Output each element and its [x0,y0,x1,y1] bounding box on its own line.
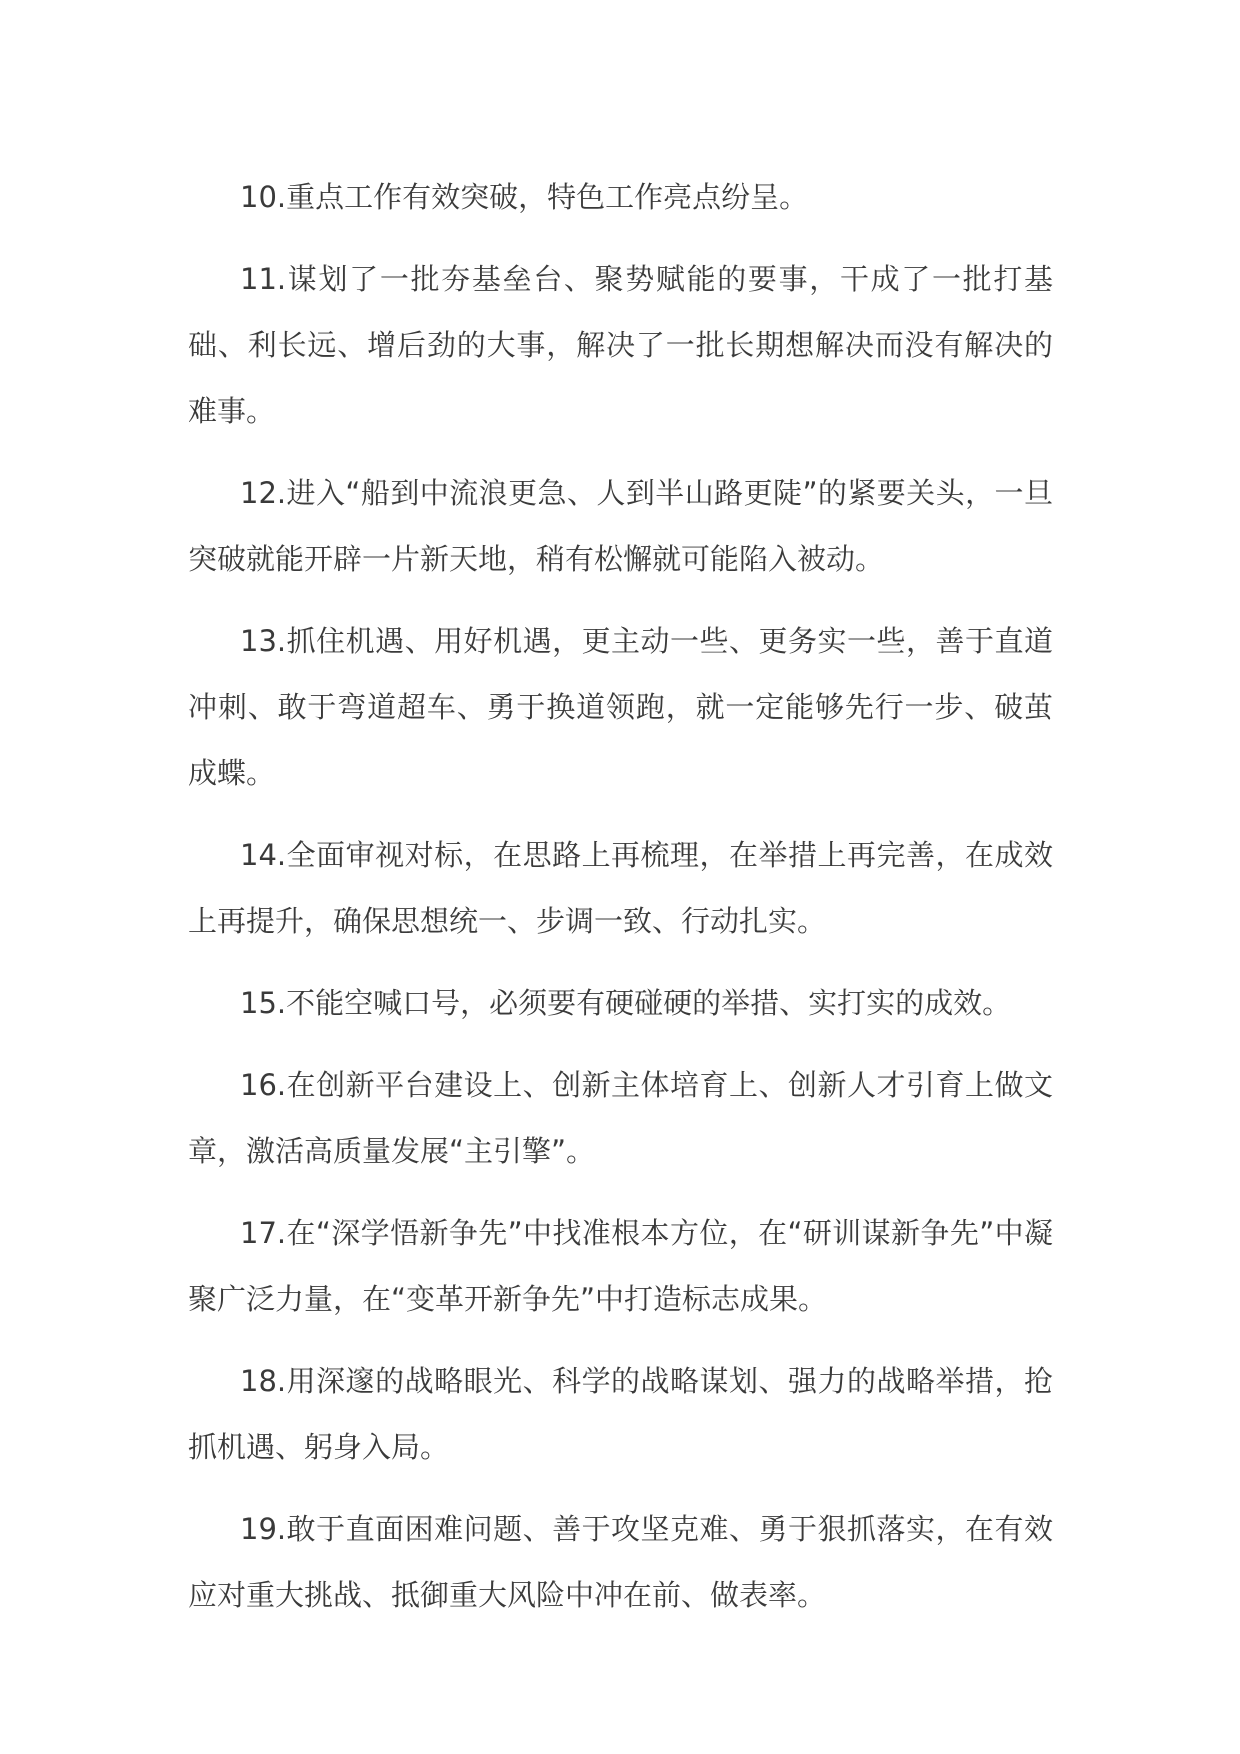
paragraph-13: 13.抓住机遇、用好机遇，更主动一些、更务实一些，善于直道冲刺、敢于弯道超车、勇于换道领跑，就一定能够先行一步、破茧成蝶。 [188,624,1053,790]
paragraph-17: 17.在“深学悟新争先”中找准根本方位，在“研训谋新争先”中凝聚广泛力量，在“变革开新争先”中打造标志成果。 [188,1216,1053,1316]
paragraph-16: 16.在创新平台建设上、创新主体培育上、创新人才引育上做文章，激活高质量发展“主引擎”。 [188,1068,1053,1168]
paragraph-12: 12.进入“船到中流浪更急、人到半山路更陡”的紧要关头，一旦突破就能开辟一片新天地，稍有松懈就可能陷入被动。 [188,476,1053,576]
paragraph-19: 19.敢于直面困难问题、善于攻坚克难、勇于狠抓落实，在有效应对重大挑战、抵御重大风险中冲在前、做表率。 [188,1512,1053,1612]
paragraph-15: 15.不能空喊口号，必须要有硬碰硬的举措、实打实的成效。 [240,986,1012,1020]
paragraph-10: 10.重点工作有效突破，特色工作亮点纷呈。 [240,180,809,214]
paragraph-14: 14.全面审视对标，在思路上再梳理，在举措上再完善，在成效上再提升，确保思想统一、步调一致、行动扎实。 [188,838,1053,938]
document-body [188,164,1053,1644]
paragraph-11: 11.谋划了一批夯基垒台、聚势赋能的要事，干成了一批打基础、利长远、增后劲的大事，解决了一批长期想解决而没有解决的难事。 [188,262,1053,428]
paragraph-18: 18.用深邃的战略眼光、科学的战略谋划、强力的战略举措，抢抓机遇、躬身入局。 [188,1364,1053,1464]
